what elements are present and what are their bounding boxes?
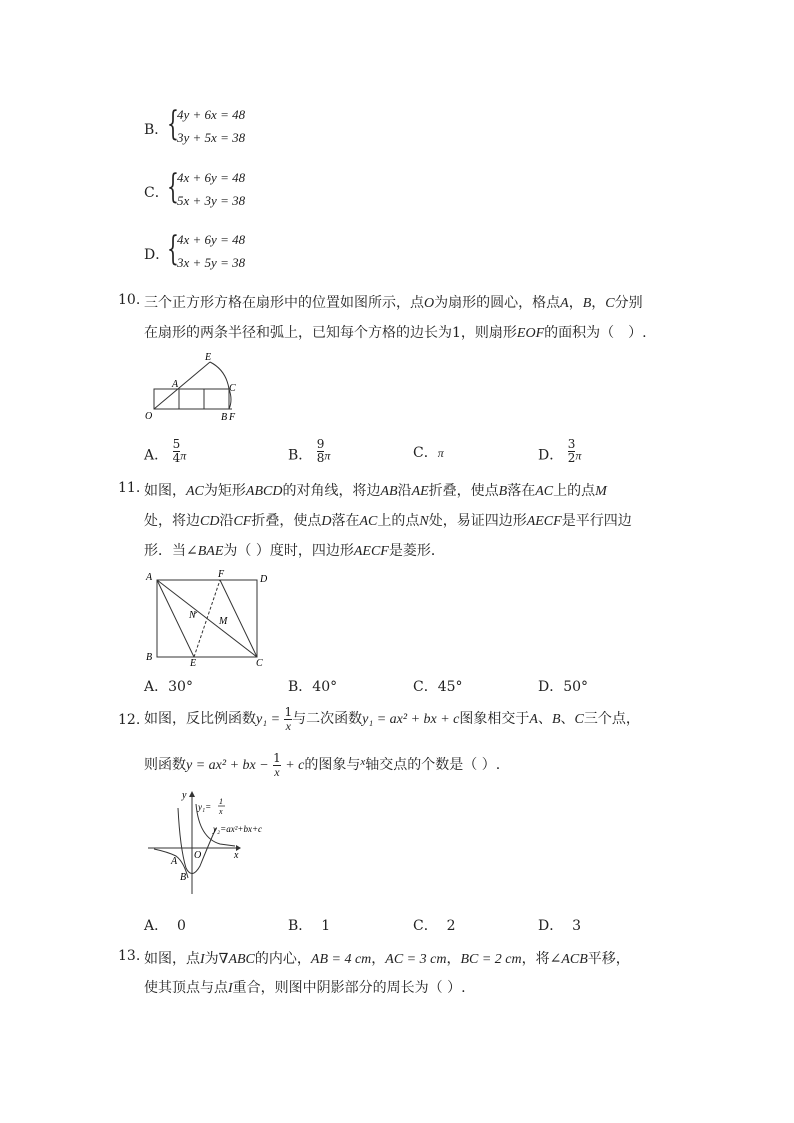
q12-line1: 如图，反比例函数y₁ = $\frac{1}{x}$ 与二次函数y₁ = ax² + bx + c图象相交于A、B、C三个点， [144,704,640,733]
q11-option-d[interactable]: D．50° [538,679,589,695]
q11-fig-label-f: F [218,569,225,580]
q9-option-c-label: C． [144,185,169,201]
q10-line1: 三个正方形方格在扇形中的位置如图所示，点O为扇形的圆心，格点A，B，C分别 [144,295,643,311]
q11-option-b[interactable]: B．40° [288,679,338,695]
q10-fig-label-o: O [145,411,153,422]
q10-fig-label-b: B [221,412,228,423]
q10-option-a[interactable]: A． $\frac{5}{4}$ π [144,437,187,465]
q13-line1: 如图，点I为∇ABC的内心，AB = 4 cm，AC = 3 cm，BC = 2 cm，将∠ACB平移， [144,951,630,967]
q9-option-b-brace: { [167,104,179,144]
q13-number: 13. [118,948,141,964]
q11-line1: 如图，AC为矩形ABCD的对角线，将边AB沿AE折叠，使点B落在AC上的点M [144,483,607,499]
q9-option-d-eq2: 3x + 5y = 38 [177,255,246,270]
q10-fig-label-e: E [205,352,212,363]
q10-fig-label-f: F [229,412,236,423]
q9-option-b-eq2: 3y + 5x = 38 [177,130,246,145]
q10-option-d[interactable]: D． $\frac{3}{2}$ π [538,437,582,465]
q11-fig-label-d: D [260,574,268,585]
q9-option-c-eq1: 4x + 6y = 48 [177,170,246,185]
q12-fig-label-y1: y₁= [198,802,212,812]
q12-option-a[interactable]: A． 0 [144,918,186,934]
q12-fig-label-one: 1 [219,797,223,806]
q13-line2: 使其顶点与点I重合，则图中阴影部分的周长为（ ）. [144,980,466,996]
q12-fig-label-xden: x [219,807,223,816]
q10-option-b[interactable]: B． $\frac{9}{8}$ π [288,437,331,465]
q11-rectangle-figure [140,568,272,668]
q9-option-c-brace: { [167,167,179,207]
q12-fig-label-b: B [180,872,187,883]
q12-fig-axis-x: x [234,850,239,861]
q11-fig-label-a: A [146,572,153,583]
q11-number: 11. [118,480,141,496]
q10-line2: 在扇形的两条半径和弧上，已知每个方格的边长为1，则扇形EOF的面积为（ ）. [144,325,647,341]
q9-option-c-eq2: 5x + 3y = 38 [177,193,246,208]
q9-option-b-eq1: 4y + 6x = 48 [177,107,246,122]
q10-sector-figure [140,350,250,428]
q12-number: 12. [118,712,141,728]
q11-fig-label-b: B [146,652,153,663]
q12-fig-label-o: O [194,850,202,861]
q10-number: 10. [118,292,141,308]
q11-line3: 形．当∠BAE为（ ）度时，四边形AECF是菱形． [144,543,445,559]
q11-fig-label-c: C [256,658,263,668]
q9-option-d-eq1: 4x + 6y = 48 [177,232,246,247]
q12-fig-axis-y: y [182,790,187,801]
q11-fig-label-e: E [190,658,197,668]
q12-option-d[interactable]: D． 3 [538,918,582,934]
q12-function-graph [140,788,290,898]
q10-fig-label-c: C [229,383,236,394]
q11-fig-label-m: M [219,616,228,627]
q10-fig-label-a: A [172,379,179,390]
q11-fig-label-n: N [189,610,196,621]
q12-line2: 则函数y = ax² + bx − $\frac{1}{x}$ + c的图象与$^x$轴交点的个数是（ ）. [144,750,501,779]
q12-fig-label-y2: y₂=ax²+bx+c [213,824,263,834]
q10-option-c[interactable]: C．π [413,445,444,461]
q12-option-b[interactable]: B． 1 [288,918,331,934]
q11-line2: 处，将边CD沿CF折叠，使点D落在AC上的点N处，易证四边形AECF是平行四边 [144,513,632,529]
q12-fig-label-a: A [171,856,178,867]
q9-option-b-label: B． [144,122,169,138]
q11-option-a[interactable]: A．30° [144,679,193,695]
q12-option-c[interactable]: C． 2 [413,918,456,934]
q11-option-c[interactable]: C．45° [413,679,463,695]
q9-option-d-brace: { [167,229,179,269]
q9-option-d-label: D． [144,247,170,263]
